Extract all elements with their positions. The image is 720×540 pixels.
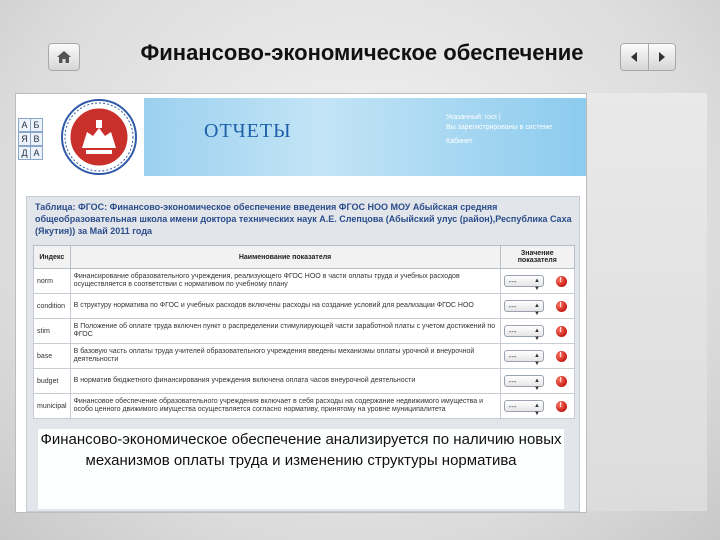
row-indicator-name: В Положение об оплате труда включен пункт о распределении стимулирующей части заработной платы с учетом достижений по ФГОС bbox=[70, 319, 500, 344]
banner-title: ОТЧЕТЫ bbox=[204, 120, 292, 142]
table-header bbox=[34, 246, 575, 269]
report-screenshot bbox=[15, 93, 587, 513]
slide-summary: Финансово-экономическое обеспечение анализируется по наличию новых механизмов оплаты труда и изменению структуры норматива bbox=[40, 431, 562, 469]
row-indicator-name: Финансовое обеспечение образовательного учреждения включает в себя расходы на содержание недвижимого имущества и особо ценного движимого имущества осуществляется согласно нормативу, принятому на уровне муниципалитета bbox=[70, 394, 500, 419]
value-select[interactable] bbox=[504, 275, 544, 292]
cabinet-link[interactable]: Кабинет bbox=[446, 138, 473, 145]
value-select-text: --- bbox=[508, 327, 517, 336]
chevron-down-icon: ▲ ▼ bbox=[534, 303, 540, 317]
table-row bbox=[34, 269, 575, 294]
home-icon bbox=[56, 50, 72, 64]
row-indicator-name: В структуру норматива по ФГОС и учебных расходов включены расходы на создание условий для реализации ФГОС НОО bbox=[70, 294, 500, 319]
slide-corner-mark: ⟋ bbox=[690, 514, 696, 523]
summary-box bbox=[38, 429, 564, 509]
value-select-text: --- bbox=[508, 277, 517, 286]
row-indicator-name: В норматив бюджетного финансирования учреждения включена оплата часов внеурочной деятельности bbox=[70, 369, 500, 394]
value-select[interactable] bbox=[504, 375, 544, 392]
column-header-name: Наименование показателя bbox=[70, 246, 500, 269]
alphabet-letter[interactable]: А bbox=[30, 146, 43, 160]
table-row bbox=[34, 294, 575, 319]
value-select[interactable] bbox=[504, 400, 544, 417]
arrow-right-icon bbox=[657, 51, 667, 63]
row-indicator-name: В базовую часть оплаты труда учителей образовательного учреждения введены механизмы оплаты урочной и внеурочной деятельности bbox=[70, 344, 500, 369]
value-select-text: --- bbox=[508, 352, 517, 361]
chevron-down-icon: ▲ ▼ bbox=[534, 278, 540, 292]
alert-icon[interactable]: ! bbox=[556, 301, 567, 312]
slide-header bbox=[38, 34, 682, 78]
value-select[interactable] bbox=[504, 300, 544, 317]
site-header bbox=[16, 94, 586, 182]
row-index: budget bbox=[34, 369, 71, 394]
alert-icon[interactable]: ! bbox=[556, 376, 567, 387]
alphabet-letter[interactable]: Б bbox=[30, 118, 43, 132]
alphabet-letter[interactable]: А bbox=[18, 118, 31, 132]
alphabet-letter[interactable]: Я bbox=[18, 132, 31, 146]
slide-navigation bbox=[620, 43, 676, 71]
row-index: base bbox=[34, 344, 71, 369]
table-row bbox=[34, 344, 575, 369]
chevron-down-icon: ▲ ▼ bbox=[534, 353, 540, 367]
table-row bbox=[34, 369, 575, 394]
row-index: norm bbox=[34, 269, 71, 294]
row-value-cell bbox=[500, 269, 574, 294]
row-indicator-name: Финансирование образовательного учреждения, реализующего ФГОС НОО в части оплаты труда и учебных расходов осуществляется в соответствии с нормативом по учебному плану bbox=[70, 269, 500, 294]
value-select-text: --- bbox=[508, 302, 517, 311]
row-value-cell bbox=[500, 394, 574, 419]
column-header-index: Индекс bbox=[34, 246, 71, 269]
row-value-cell bbox=[500, 294, 574, 319]
value-select-text: --- bbox=[508, 402, 517, 411]
row-index: municipal bbox=[34, 394, 71, 419]
row-index: condition bbox=[34, 294, 71, 319]
alphabet-letter[interactable]: В bbox=[30, 132, 43, 146]
yakutia-emblem-icon bbox=[60, 98, 138, 176]
home-button[interactable] bbox=[48, 43, 80, 71]
arrow-left-icon bbox=[629, 51, 639, 63]
chevron-down-icon: ▲ ▼ bbox=[534, 403, 540, 417]
table-row bbox=[34, 394, 575, 419]
alert-icon[interactable]: ! bbox=[556, 401, 567, 412]
next-slide-button[interactable] bbox=[648, 44, 676, 70]
chevron-down-icon: ▲ ▼ bbox=[534, 328, 540, 342]
user-info: Указанный: root | bbox=[446, 114, 501, 121]
row-index: stim bbox=[34, 319, 71, 344]
report-caption: Таблица: ФГОС: Финансово-экономическое обеспечение введения ФГОС НОО МОУ Абыйская средняя общеобразовательная школа имени доктора технических наук А.Е. Слепцова (Абыйский улус (район),Республика Саха (Якутия)) за Май 2011 года bbox=[35, 202, 572, 236]
value-select-text: --- bbox=[508, 377, 517, 386]
slide-side-panel bbox=[585, 93, 707, 511]
row-value-cell bbox=[500, 319, 574, 344]
alert-icon[interactable]: ! bbox=[556, 276, 567, 287]
chevron-down-icon: ▲ ▼ bbox=[534, 378, 540, 392]
row-value-cell bbox=[500, 369, 574, 394]
alert-icon[interactable]: ! bbox=[556, 326, 567, 337]
alphabet-letter[interactable]: Д bbox=[18, 146, 31, 160]
slide-title: Финансово-экономическое обеспечение bbox=[140, 40, 584, 65]
prev-slide-button[interactable] bbox=[621, 44, 648, 70]
row-value-cell bbox=[500, 344, 574, 369]
login-status: Вы зарегистрированы в системе bbox=[446, 124, 552, 131]
value-select[interactable] bbox=[504, 325, 544, 342]
value-select[interactable] bbox=[504, 350, 544, 367]
table-row bbox=[34, 319, 575, 344]
indicator-table bbox=[33, 245, 575, 419]
alert-icon[interactable]: ! bbox=[556, 351, 567, 362]
column-header-value: Значение показателя bbox=[500, 246, 574, 269]
